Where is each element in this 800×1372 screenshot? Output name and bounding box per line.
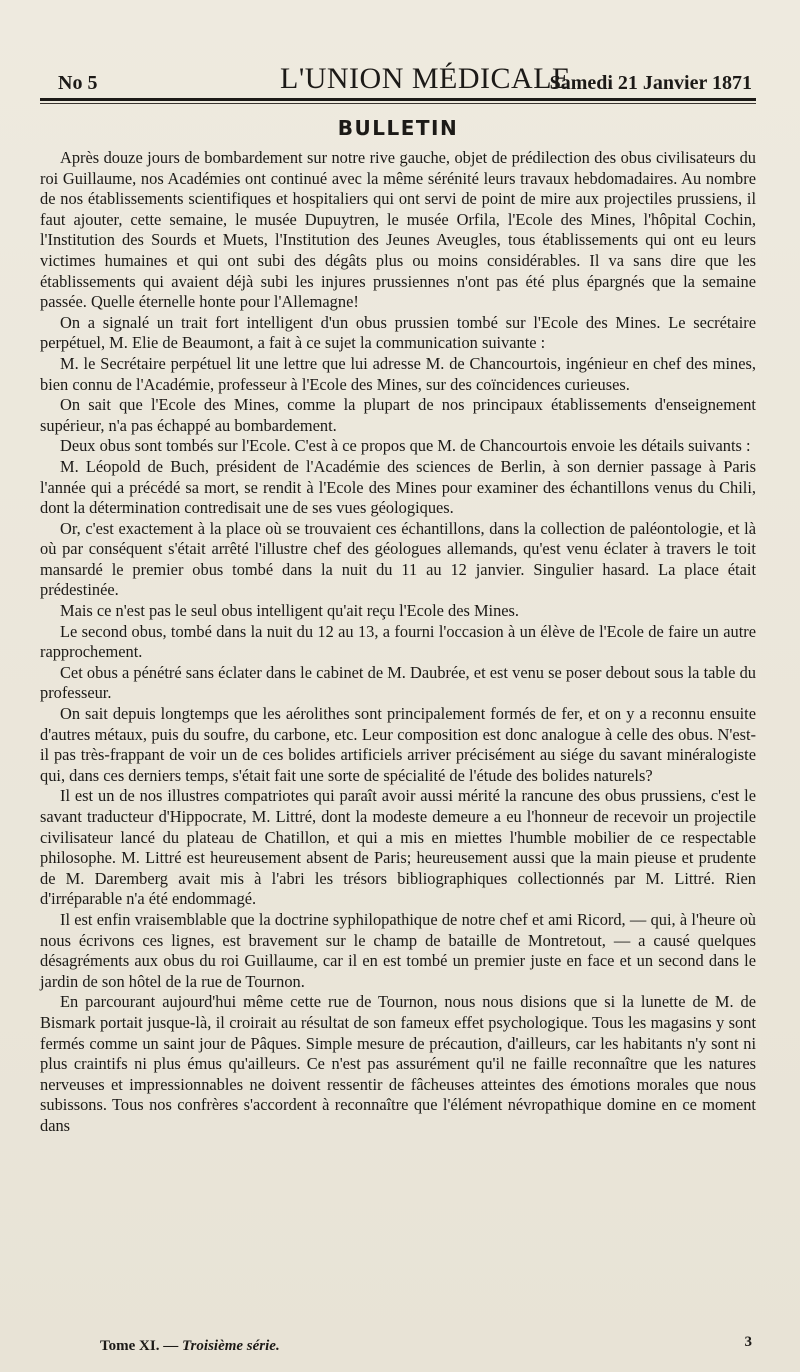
serie-label: Troisième série.: [181, 1338, 280, 1354]
paragraph: M. le Secrétaire perpétuel lit une lettre que lui adresse M. de Chancourtois, ingénieur en chef des mines, bien connu de l'Académie, professeur à l'Ecole des Mines, sur des coïncidences curieuses.: [40, 353, 756, 394]
paragraph: M. Léopold de Buch, président de l'Académie des sciences de Berlin, à son dernier passage à Paris l'année qui a précédé sa mort, se rendit à l'Ecole des Mines pour examiner des échantillons venus du Chili, dont la détermination contredisait une de ses vues géologiques.: [40, 456, 756, 518]
page-header: [40, 58, 756, 101]
paragraph: On sait que l'Ecole des Mines, comme la plupart de nos principaux établissements d'enseignement supérieur, n'a pas échappé au bombardement.: [40, 395, 756, 435]
paragraph: Deux obus sont tombés sur l'Ecole. C'est à ce propos que M. de Chancourtois envoie les détails suivants :: [60, 436, 751, 456]
paragraph: Cet obus a pénétré sans éclater dans le cabinet de M. Daubrée, et est venu se poser debout sous la table du professeur.: [40, 662, 756, 703]
paragraph: Mais ce n'est pas le seul obus intelligent qu'ait reçu l'Ecole des Mines.: [60, 601, 520, 621]
paragraph: On sait depuis longtemps que les aérolithes sont principalement formés de fer, et on y a reconnu ensuite d'autres métaux, puis du soufre, du carbone, etc. Leur composition est donc analogue à celle des obus. N'est-il pas très-frappant de voir un de ces bolides artificiels arriver précisément au siége du savant minéralogiste qui, dans ces derniers temps, s'était fait une sorte de spécialité de l'étude des bolides naturels?: [40, 704, 756, 785]
header-divider: [40, 103, 756, 104]
issue-date: Samedi 21 Janvier 1871: [549, 72, 752, 94]
article-body: [40, 148, 756, 1137]
paragraph: Il est un de nos illustres compatriotes qui paraît avoir aussi mérité la rancune des obus prussiens, c'est le savant traducteur d'Hippocrate, M. Littré, dont la modeste demeure a eu l'honneur de recevoir un projectile civilisateur lancé du plateau de Chatillon, et qui a mis en miettes l'humble mobilier de ce respectable philosophe. M. Littré est heureusement absent de Paris; heureusement aussi que la main pieuse et prudente de M. Daremberg avait mis à l'abri les trésors bibliographiques collectionnés par M. Littré. Rien d'irréparable n'a été endommagé.: [40, 786, 756, 909]
footer-volume: [100, 1338, 280, 1355]
journal-title: L'UNION MÉDICALE: [280, 62, 571, 95]
page-number: 3: [744, 1334, 752, 1350]
issue-number: No 5: [58, 72, 98, 94]
paragraph: On a signalé un trait fort intelligent d'un obus prussien tombé sur l'Ecole des Mines. Le secrétaire perpétuel, M. Elie de Beaumont, a fait à ce sujet la communication suivante :: [40, 312, 756, 353]
paragraph: Or, c'est exactement à la place où se trouvaient ces échantillons, dans la collection de paléontologie, et là où par conséquent s'était arrêté l'illustre chef des géologues allemands, qu'est venu éclater à travers le toit mansardé le premier obus tombé dans la nuit du 11 au 12 janvier. Singulier hasard. La place était prédestinée.: [40, 518, 756, 600]
tome-label: Tome XI. —: [100, 1338, 179, 1354]
paragraph: Après douze jours de bombardement sur notre rive gauche, objet de prédilection des obus civilisateurs du roi Guillaume, nos Académies ont continué avec la même sérénité leurs travaux hebdomadaires. Au nombre de nos établissements scientifiques et hospitaliers qui ont servi de point de mire aux projectiles prussiens, il faut ajouter, cette semaine, le musée Dupuytren, le musée Orfila, l'Ecole des Mines, l'hôpital Cochin, l'Institution des Sourds et Muets, l'Institution des Jeunes Aveugles, tous établissements qui ont eu leurs victimes humaines et qui ont subi des dégâts plus ou moins considérables. Il va sans dire que les établissements qui avaient déjà subi les injures prussiennes n'ont pas été plus épargnés que la semaine passée. Quelle éternelle honte pour l'Allemagne!: [40, 148, 756, 312]
paragraph: Le second obus, tombé dans la nuit du 12 au 13, a fourni l'occasion à un élève de l'Ecole de faire un autre rapprochement.: [40, 621, 756, 662]
paragraph: En parcourant aujourd'hui même cette rue de Tournon, nous nous disions que si la lunette de M. de Bismark portait jusque-là, il croirait au résultat de son fameux effet psychologique. Tous les magasins y sont fermés comme un saint jour de Pâques. Simple mesure de précaution, d'ailleurs, car les habitants n'y sont ni plus craintifs ni plus émus qu'ailleurs. Ce n'est pas assurément qu'il ne faille reconnaître que les natures nerveuses et impressionnables ne doivent ressentir de fâcheuses atteintes des émotions morales que nous subissons. Tous nos confrères s'accordent à reconnaître que l'élément névropathique domine en ce moment dans: [40, 992, 756, 1135]
paragraph: Il est enfin vraisemblable que la doctrine syphilopathique de notre chef et ami Ricord, — qui, à l'heure où nous écrivons ces lignes, est bravement sur le champ de bataille de Montretout, — a causé quelques désagréments aux obus du roi Guillaume, car il en est tombé un premier juste en face et un second dans le jardin de son hôtel de la rue de Tournon.: [40, 909, 756, 991]
section-title: BULLETIN: [337, 116, 459, 140]
